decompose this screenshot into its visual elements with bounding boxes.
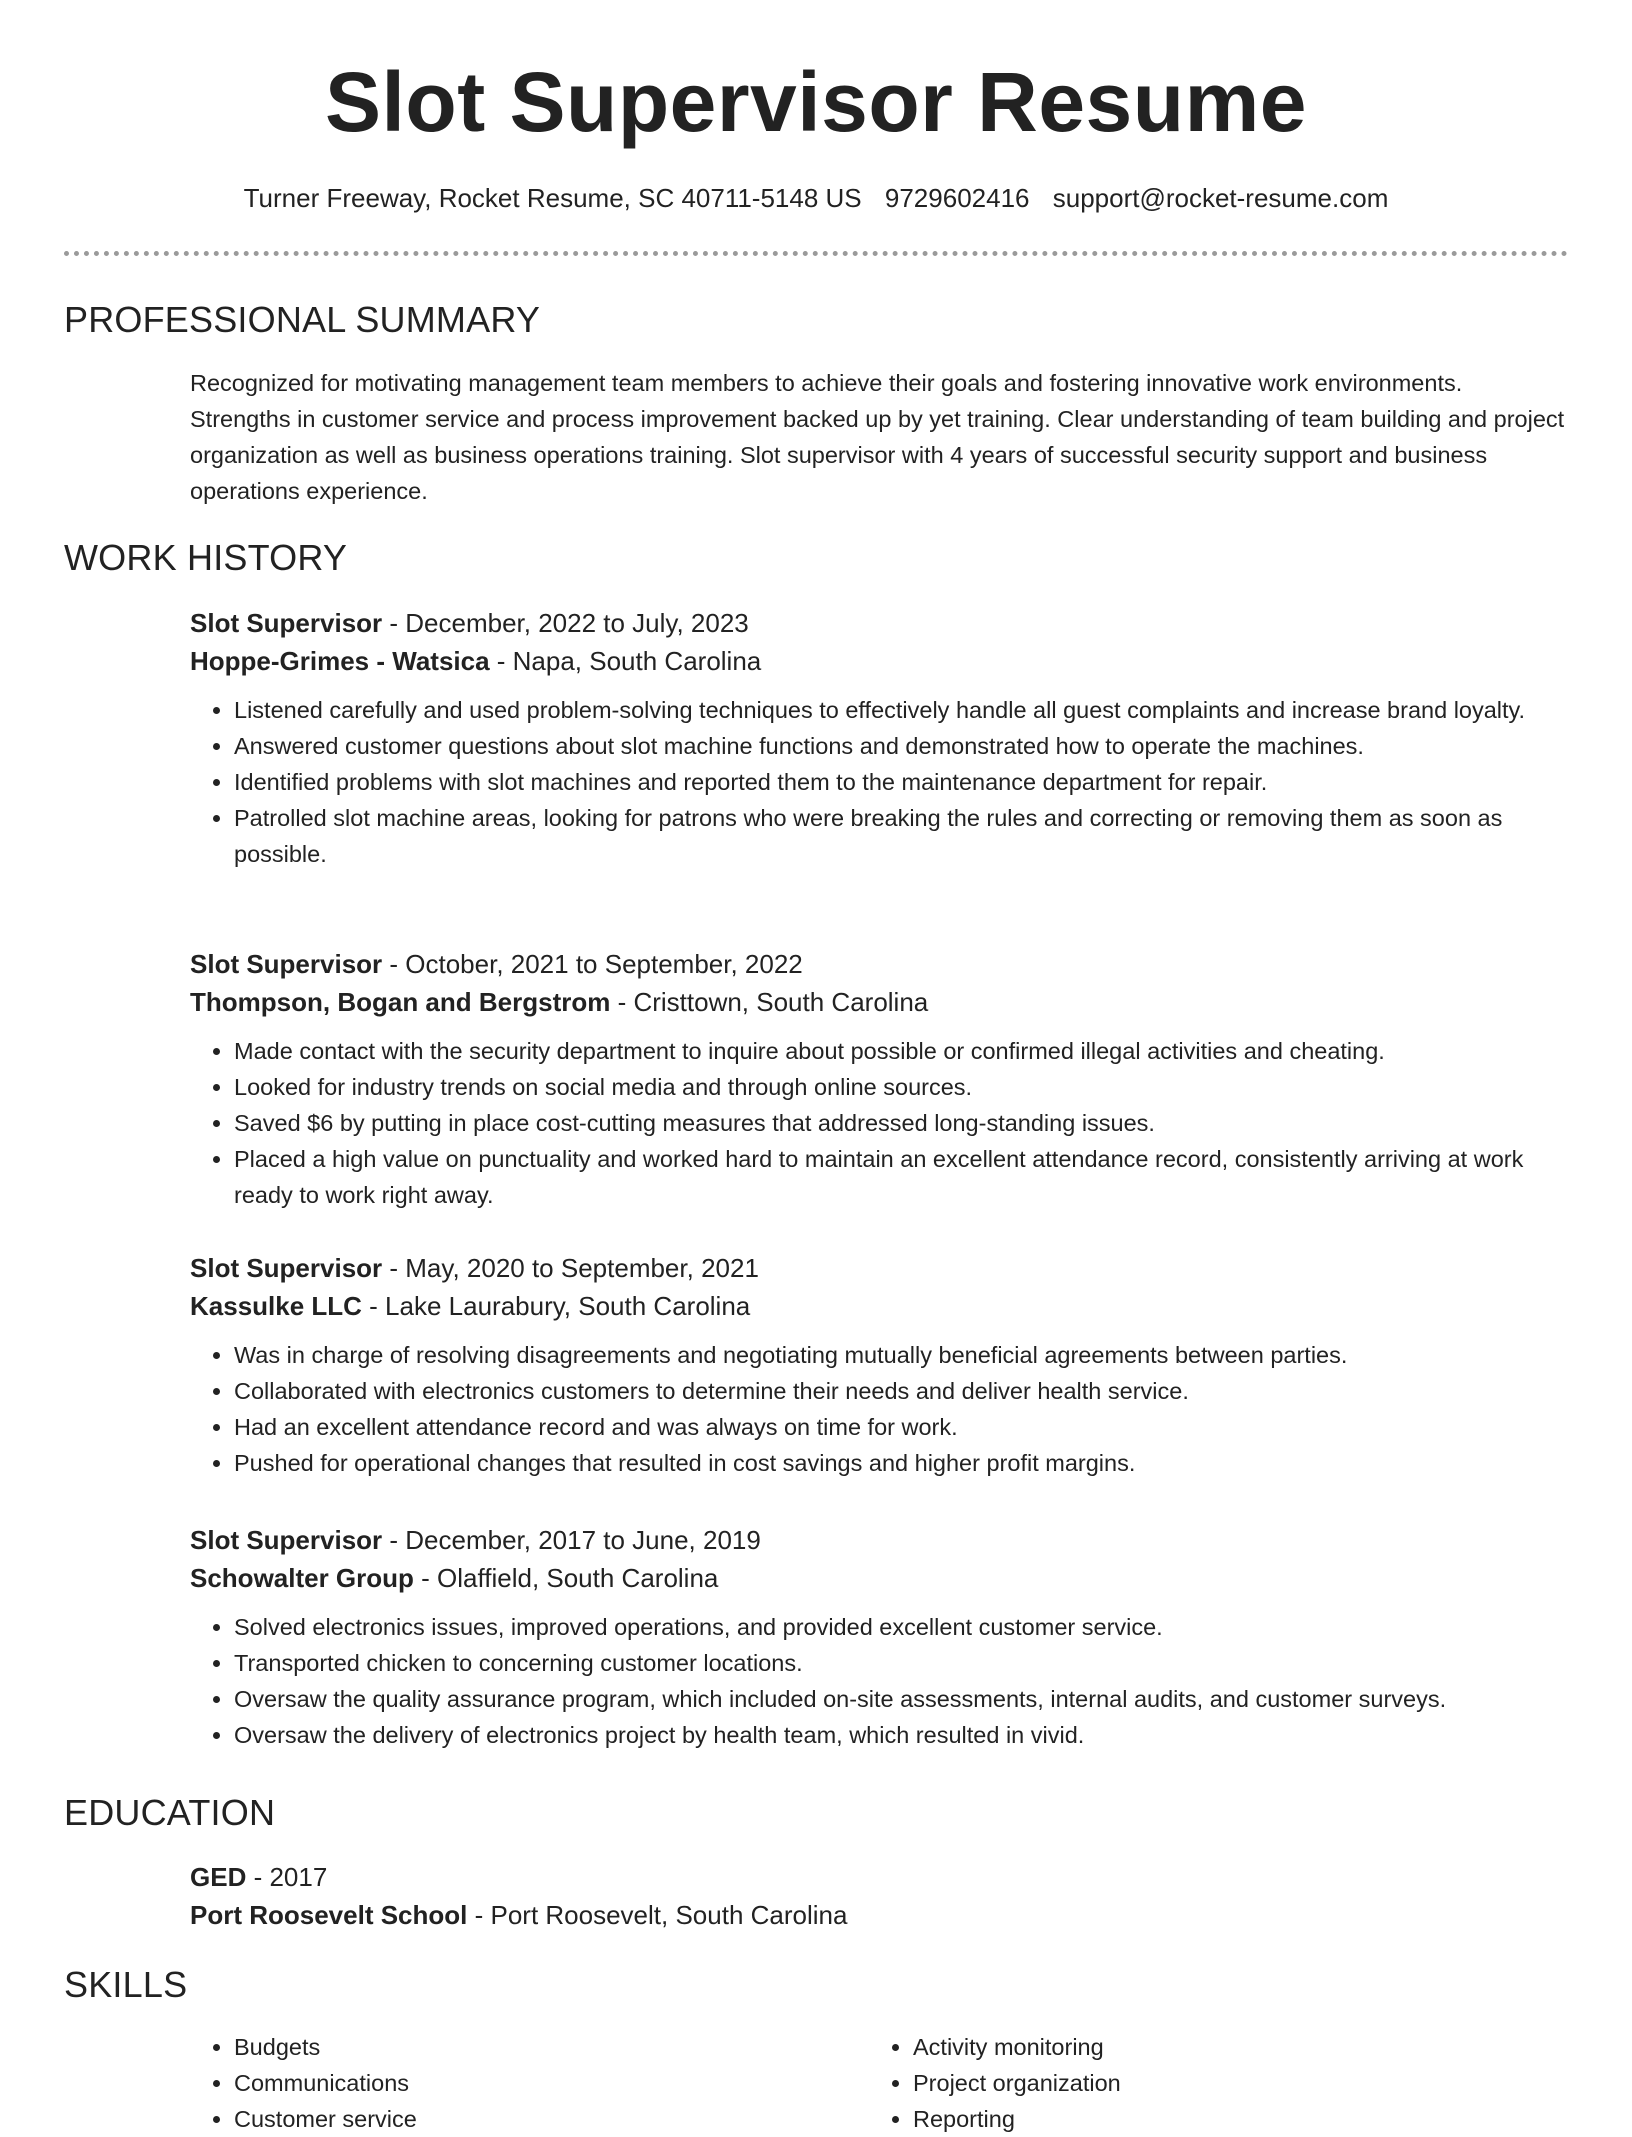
header-divider	[64, 251, 1568, 256]
job-bullets	[190, 692, 1568, 872]
job-company-line	[190, 1559, 1568, 1597]
job-entry	[190, 604, 1568, 872]
section-title-summary: PROFESSIONAL SUMMARY	[64, 299, 541, 340]
contact-email: support@rocket-resume.com	[1052, 183, 1389, 213]
job-title: Slot Supervisor	[190, 1525, 383, 1555]
job-company: Thompson, Bogan and Bergstrom	[190, 987, 611, 1017]
job-bullet: • Transported chicken to concerning customer locations.	[234, 1645, 1568, 1681]
education-entry	[190, 1858, 1568, 1934]
job-dates: - May, 2020 to September, 2021	[382, 1253, 759, 1283]
job-bullet: • Listened carefully and used problem-solving techniques to effectively handle all guest complaints and increase brand loyalty.	[234, 692, 1568, 728]
job-entry	[190, 945, 1568, 1213]
job-dates: - December, 2022 to July, 2023	[382, 608, 749, 638]
skill-item: • Project organization	[913, 2065, 1469, 2101]
job-location: - Olaffield, South Carolina	[413, 1563, 719, 1593]
skill-item: • Budgets	[234, 2029, 790, 2065]
education-degree-line	[190, 1858, 1568, 1896]
education-location: - Port Roosevelt, South Carolina	[467, 1900, 848, 1930]
skills-column-left	[190, 2029, 790, 2137]
contact-address: Turner Freeway, Rocket Resume, SC 40711-5148 US	[243, 183, 862, 213]
skill-item: • Reporting	[913, 2101, 1469, 2137]
job-title: Slot Supervisor	[190, 608, 383, 638]
job-dates: - December, 2017 to June, 2019	[382, 1525, 761, 1555]
job-bullet: • Identified problems with slot machines and reported them to the maintenance department for repair.	[234, 764, 1568, 800]
job-entry	[190, 1521, 1568, 1753]
job-bullet: • Saved $6 by putting in place cost-cutting measures that addressed long-standing issues.	[234, 1105, 1568, 1141]
job-title-line	[190, 1521, 1568, 1559]
job-bullets	[190, 1033, 1568, 1213]
education-degree: GED	[190, 1862, 247, 1892]
section-title-work-history: WORK HISTORY	[64, 537, 348, 578]
job-title: Slot Supervisor	[190, 949, 383, 979]
summary-text: Recognized for motivating management team members to achieve their goals and fostering innovative work environments. Strengths in customer service and process improvement backed up by yet training. Clear understanding of team building and project organization as well as business operations training. Slot supervisor with 4 years of successful security support and business operations experience.	[190, 370, 1565, 504]
job-bullet: • Solved electronics issues, improved operations, and provided excellent customer service.	[234, 1609, 1568, 1645]
skill-item: • Customer service	[234, 2101, 790, 2137]
job-company: Kassulke LLC	[190, 1291, 362, 1321]
job-bullets	[190, 1609, 1568, 1753]
job-bullet: • Made contact with the security department to inquire about possible or confirmed illegal activities and cheating.	[234, 1033, 1568, 1069]
job-dates: - October, 2021 to September, 2022	[382, 949, 803, 979]
job-bullet: • Answered customer questions about slot machine functions and demonstrated how to operate the machines.	[234, 728, 1568, 764]
job-company: Hoppe-Grimes - Watsica	[190, 646, 490, 676]
resume-title: Slot Supervisor Resume	[325, 55, 1307, 149]
job-location: - Cristtown, South Carolina	[610, 987, 929, 1017]
job-company-line	[190, 1287, 1568, 1325]
job-bullet: • Looked for industry trends on social media and through online sources.	[234, 1069, 1568, 1105]
job-bullets	[190, 1337, 1568, 1481]
job-company: Schowalter Group	[190, 1563, 414, 1593]
contact-phone: 9729602416	[884, 183, 1030, 213]
job-bullet: • Oversaw the delivery of electronics project by health team, which resulted in vivid.	[234, 1717, 1568, 1753]
job-bullet: • Patrolled slot machine areas, looking for patrons who were breaking the rules and correcting or removing them as soon as possible.	[234, 800, 1568, 872]
section-title-skills: SKILLS	[64, 1964, 188, 2005]
contact-line	[0, 180, 1632, 216]
job-bullet: • Was in charge of resolving disagreements and negotiating mutually beneficial agreements between parties.	[234, 1337, 1568, 1373]
skill-item: • Communications	[234, 2065, 790, 2101]
job-location: - Napa, South Carolina	[489, 646, 762, 676]
job-title-line	[190, 604, 1568, 642]
job-title: Slot Supervisor	[190, 1253, 383, 1283]
job-company-line	[190, 983, 1568, 1021]
job-bullet: • Collaborated with electronics customers to determine their needs and deliver health service.	[234, 1373, 1568, 1409]
skill-item: • Activity monitoring	[913, 2029, 1469, 2065]
education-school: Port Roosevelt School	[190, 1900, 468, 1930]
education-year: - 2017	[246, 1862, 328, 1892]
job-bullet: • Pushed for operational changes that resulted in cost savings and higher profit margins.	[234, 1445, 1568, 1481]
skills-column-right	[869, 2029, 1469, 2137]
job-bullet: • Oversaw the quality assurance program, which included on-site assessments, internal audits, and customer surveys.	[234, 1681, 1568, 1717]
job-bullet: • Placed a high value on punctuality and worked hard to maintain an excellent attendance record, consistently arriving at work ready to work right away.	[234, 1141, 1568, 1213]
section-title-education: EDUCATION	[64, 1792, 276, 1833]
job-location: - Lake Laurabury, South Carolina	[361, 1291, 751, 1321]
job-bullet: • Had an excellent attendance record and was always on time for work.	[234, 1409, 1568, 1445]
education-school-line	[190, 1896, 1568, 1934]
job-title-line	[190, 1249, 1568, 1287]
job-entry	[190, 1249, 1568, 1481]
job-company-line	[190, 642, 1568, 680]
job-title-line	[190, 945, 1568, 983]
